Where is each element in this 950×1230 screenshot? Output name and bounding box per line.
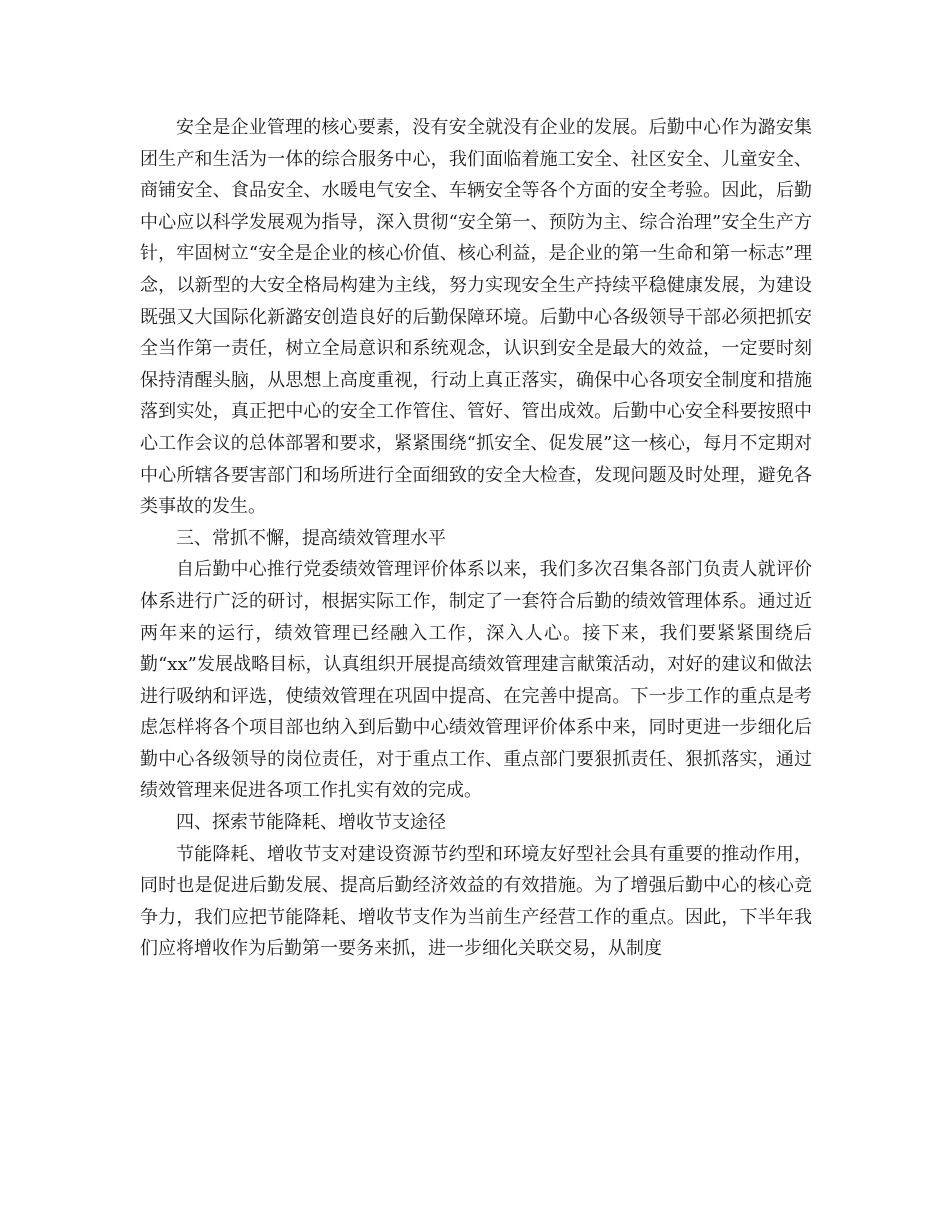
document-page bbox=[140, 112, 812, 965]
paragraph-performance: 自后勤中心推行党委绩效管理评价体系以来，我们多次召集各部门负责人就评价体系进行广泛的研讨，根据实际工作，制定了一套符合后勤的绩效管理体系。通过近两年来的运行，绩效管理已经融入工作，深入人心。接下来，我们要紧紧围绕后勤“xx”发展战略目标，认真组织开展提高绩效管理建言献策活动，对好的建议和做法进行吸纳和评选，使绩效管理在巩固中提高、在完善中提高。下一步工作的重点是考虑怎样将各个项目部也纳入到后勤中心绩效管理评价体系中来，同时更进一步细化后勤中心各级领导的岗位责任，对于重点工作、重点部门要狠抓责任、狠抓落实，通过绩效管理来促进各项工作扎实有效的完成。 bbox=[140, 559, 812, 802]
section-heading-energy: 四、探索节能降耗、增收节支途径 bbox=[176, 812, 446, 834]
paragraph-safety: 安全是企业管理的核心要素，没有安全就没有企业的发展。后勤中心作为潞安集团生产和生活为一体的综合服务中心，我们面临着施工安全、社区安全、儿童安全、商铺安全、食品安全、水暖电气安全、车辆安全等各个方面的安全考验。因此，后勤中心应以科学发展观为指导，深入贯彻“安全第一、预防为主、综合治理”安全生产方针，牢固树立“安全是企业的核心价值、核心利益，是企业的第一生命和第一标志”理念，以新型的大安全格局构建为主线，努力实现安全生产持续平稳健康发展，为建设既强又大国际化新潞安创造良好的后勤保障环境。后勤中心各级领导干部必须把抓安全当作第一责任，树立全局意识和系统观念，认识到安全是最大的效益，一定要时刻保持清醒头脑，从思想上高度重视，行动上真正落实，确保中心各项安全制度和措施落到实处，真正把中心的安全工作管住、管好、管出成效。后勤中心安全科要按照中心工作会议的总体部署和要求，紧紧围绕“抓安全、促发展”这一核心，每月不定期对中心所辖各要害部门和场所进行全面细致的安全大检查，发现问题及时处理，避免各类事故的发生。 bbox=[140, 117, 812, 518]
section-heading-performance: 三、常抓不懈，提高绩效管理水平 bbox=[176, 527, 446, 549]
paragraph-energy: 节能降耗、增收节支对建设资源节约型和环境友好型社会具有重要的推动作用，同时也是促进后勤发展、提高后勤经济效益的有效措施。为了增强后勤中心的核心竞争力，我们应把节能降耗、增收节支作为当前生产经营工作的重点。因此，下半年我们应将增收作为后勤第一要务来抓，进一步细化关联交易，从制度 bbox=[140, 843, 812, 960]
